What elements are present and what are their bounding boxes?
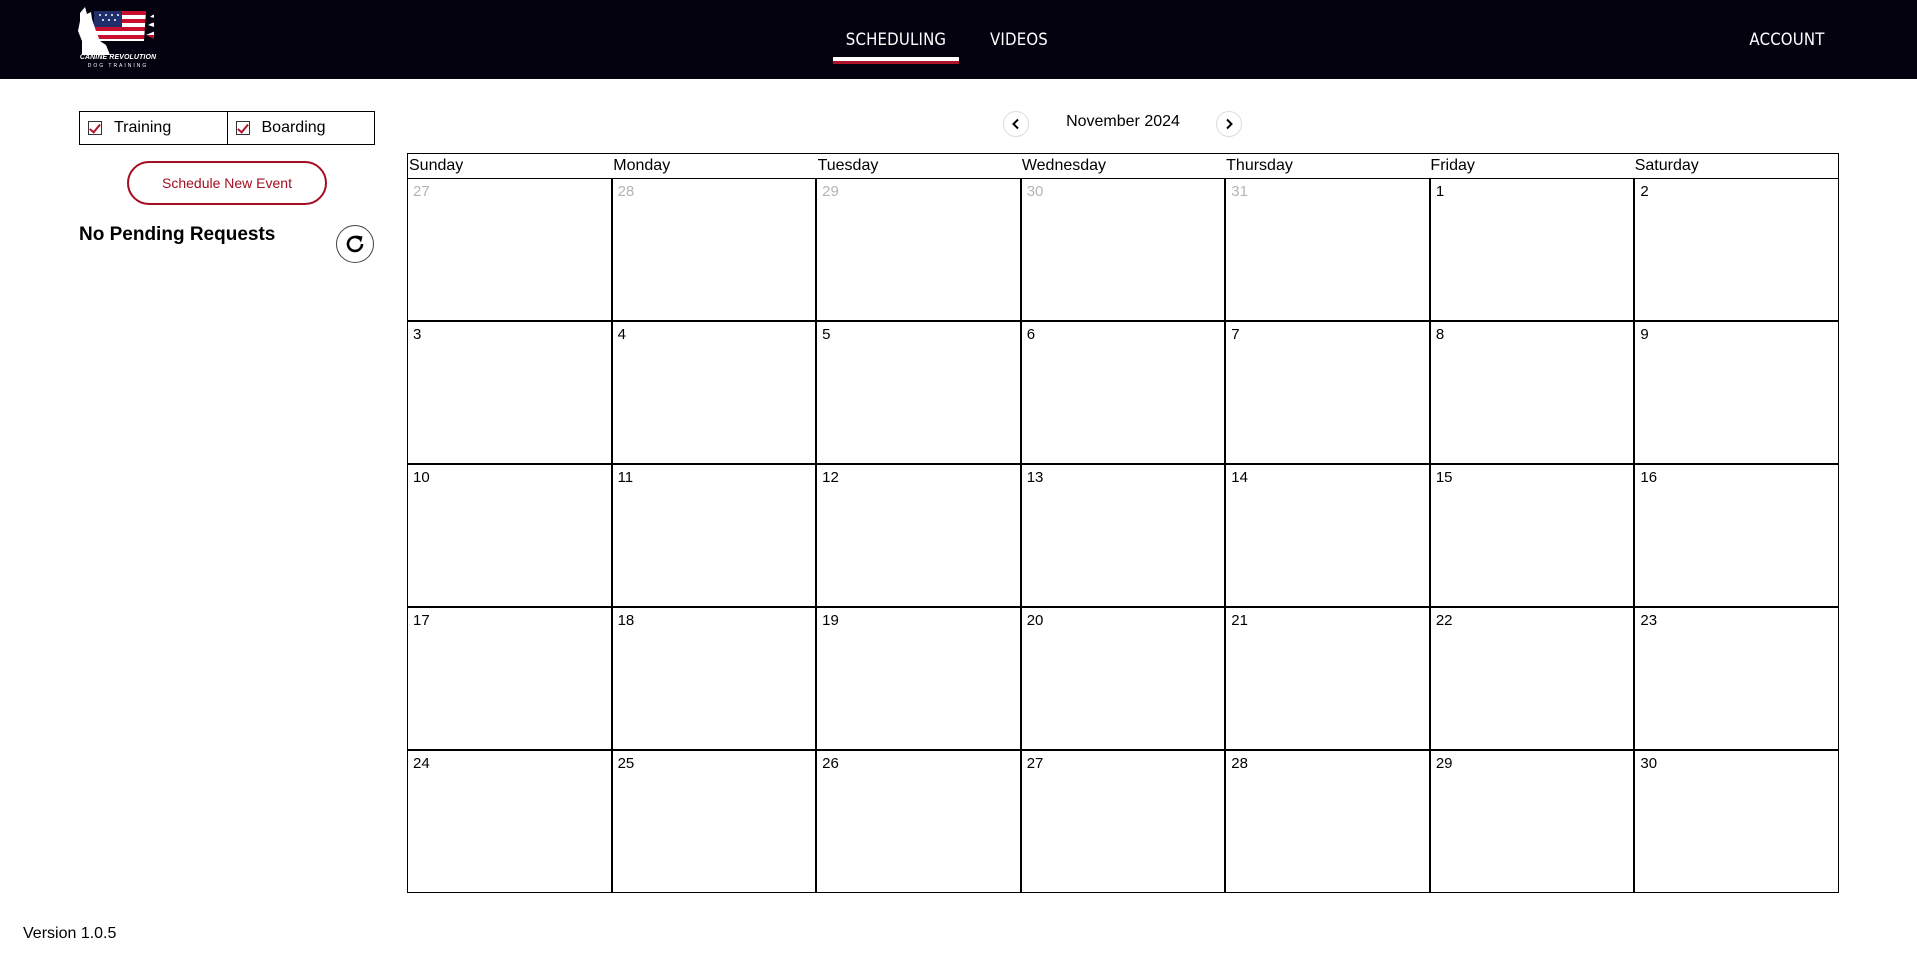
calendar-day-number: 22 xyxy=(1435,612,1453,629)
calendar-day-cell[interactable] xyxy=(1225,178,1430,321)
calendar-day-number: 19 xyxy=(822,612,839,629)
weekday-sunday: Sunday xyxy=(409,157,464,174)
calendar-day-number: 7 xyxy=(1231,326,1240,343)
calendar-day-number: 11 xyxy=(617,469,634,486)
chevron-right-icon xyxy=(1223,118,1235,130)
calendar-day-number: 16 xyxy=(1640,469,1658,486)
schedule-new-event-button[interactable]: Schedule New Event xyxy=(127,161,327,205)
calendar-day-cell[interactable] xyxy=(612,607,817,750)
calendar-day-cell[interactable] xyxy=(1634,607,1839,750)
pending-requests-status: No Pending Requests xyxy=(79,224,276,245)
calendar-day-number: 14 xyxy=(1231,469,1248,486)
calendar-day-cell[interactable] xyxy=(1225,750,1430,893)
calendar-day-cell[interactable] xyxy=(612,750,817,893)
calendar-day-number: 10 xyxy=(413,469,430,486)
nav-active-indicator xyxy=(833,57,959,64)
calendar-day-number: 24 xyxy=(413,755,430,772)
calendar-day-cell[interactable] xyxy=(407,464,612,607)
calendar-day-cell[interactable] xyxy=(816,321,1021,464)
calendar-day-number: 29 xyxy=(1435,755,1453,772)
calendar-day-cell[interactable] xyxy=(816,464,1021,607)
weekday-monday: Monday xyxy=(613,157,671,174)
calendar-day-cell[interactable] xyxy=(1225,607,1430,750)
calendar-day-cell[interactable] xyxy=(1021,321,1226,464)
calendar-day-cell[interactable] xyxy=(816,607,1021,750)
calendar-day-number: 29 xyxy=(822,183,839,200)
previous-month-button[interactable] xyxy=(1003,111,1029,137)
event-type-filters xyxy=(79,111,375,145)
calendar-day-cell[interactable] xyxy=(407,178,612,321)
nav-account[interactable]: ACCOUNT xyxy=(1749,29,1825,50)
calendar-day-cell[interactable] xyxy=(1634,321,1839,464)
top-navigation-bar xyxy=(0,0,1917,79)
weekday-wednesday: Wednesday xyxy=(1021,157,1107,174)
next-month-button[interactable] xyxy=(1216,111,1242,137)
calendar-day-number: 9 xyxy=(1640,326,1649,343)
calendar-day-cell[interactable] xyxy=(1021,750,1226,893)
current-month-label: November 2024 xyxy=(1066,113,1180,130)
calendar-day-number: 3 xyxy=(413,326,422,343)
calendar-day-cell[interactable] xyxy=(407,321,612,464)
logo-wordmark: CANINE REVOLUTION xyxy=(79,54,157,61)
calendar-day-number: 20 xyxy=(1026,612,1044,629)
calendar-day-cell[interactable] xyxy=(1430,607,1635,750)
calendar-day-cell[interactable] xyxy=(1021,607,1226,750)
calendar-day-cell[interactable] xyxy=(1021,464,1226,607)
calendar-day-number: 12 xyxy=(822,469,839,486)
calendar-day-number: 17 xyxy=(413,612,430,629)
refresh-icon xyxy=(343,232,367,256)
calendar-day-number: 28 xyxy=(617,183,635,200)
refresh-button[interactable] xyxy=(336,225,374,263)
calendar-day-number: 26 xyxy=(822,755,839,772)
calendar-day-number: 4 xyxy=(617,326,626,343)
calendar-day-number: 1 xyxy=(1435,183,1445,200)
weekday-friday: Friday xyxy=(1430,157,1475,174)
calendar-day-cell[interactable] xyxy=(1225,464,1430,607)
calendar-day-number: 30 xyxy=(1026,183,1044,200)
nav-videos[interactable]: VIDEOS xyxy=(990,29,1048,50)
calendar-day-cell[interactable] xyxy=(1430,321,1635,464)
app-version: Version 1.0.5 xyxy=(23,925,117,942)
calendar-day-cell[interactable] xyxy=(1430,750,1635,893)
calendar-day-cell[interactable] xyxy=(1634,178,1839,321)
calendar-day-number: 15 xyxy=(1435,469,1453,486)
calendar-day-number: 2 xyxy=(1640,183,1649,200)
calendar-day-number: 6 xyxy=(1026,326,1036,343)
logo-tagline: DOG TRAINING xyxy=(87,63,149,69)
nav-scheduling[interactable]: SCHEDULING xyxy=(845,29,947,50)
calendar-day-cell[interactable] xyxy=(1634,750,1839,893)
filter-boarding[interactable] xyxy=(227,112,375,144)
calendar-day-cell[interactable] xyxy=(1430,464,1635,607)
filter-training[interactable] xyxy=(80,112,227,144)
calendar-day-number: 27 xyxy=(413,183,430,200)
filter-boarding-label: Boarding xyxy=(261,119,326,136)
calendar-day-number: 23 xyxy=(1640,612,1658,629)
weekday-tuesday: Tuesday xyxy=(817,157,879,174)
weekday-thursday: Thursday xyxy=(1226,157,1293,174)
calendar-day-number: 8 xyxy=(1435,326,1445,343)
calendar-day-number: 21 xyxy=(1231,612,1248,629)
weekday-header xyxy=(407,153,1839,179)
boarding-checkbox[interactable] xyxy=(236,121,250,135)
calendar-day-number: 27 xyxy=(1026,755,1044,772)
calendar-day-cell[interactable] xyxy=(816,750,1021,893)
calendar-day-number: 18 xyxy=(617,612,635,629)
calendar-day-cell[interactable] xyxy=(1634,464,1839,607)
training-checkbox[interactable] xyxy=(88,121,102,135)
filter-training-label: Training xyxy=(114,119,172,136)
calendar-day-number: 25 xyxy=(617,755,635,772)
chevron-left-icon xyxy=(1010,118,1022,130)
weekday-saturday: Saturday xyxy=(1634,157,1699,174)
calendar-day-number: 13 xyxy=(1026,469,1044,486)
calendar-day-cell[interactable] xyxy=(816,178,1021,321)
calendar-day-cell[interactable] xyxy=(1225,321,1430,464)
calendar-day-cell[interactable] xyxy=(612,178,817,321)
dog-flag-logo-icon xyxy=(76,5,160,57)
calendar-day-cell[interactable] xyxy=(612,464,817,607)
calendar-day-number: 5 xyxy=(822,326,831,343)
calendar-day-cell[interactable] xyxy=(407,750,612,893)
calendar-day-cell[interactable] xyxy=(1430,178,1635,321)
calendar-day-cell[interactable] xyxy=(407,607,612,750)
calendar-month-grid xyxy=(407,178,1839,893)
calendar-day-cell[interactable] xyxy=(612,321,817,464)
calendar-day-cell[interactable] xyxy=(1021,178,1226,321)
calendar-day-number: 31 xyxy=(1231,183,1248,200)
calendar-day-number: 28 xyxy=(1231,755,1248,772)
calendar-day-number: 30 xyxy=(1640,755,1658,772)
brand-logo[interactable] xyxy=(76,5,160,73)
